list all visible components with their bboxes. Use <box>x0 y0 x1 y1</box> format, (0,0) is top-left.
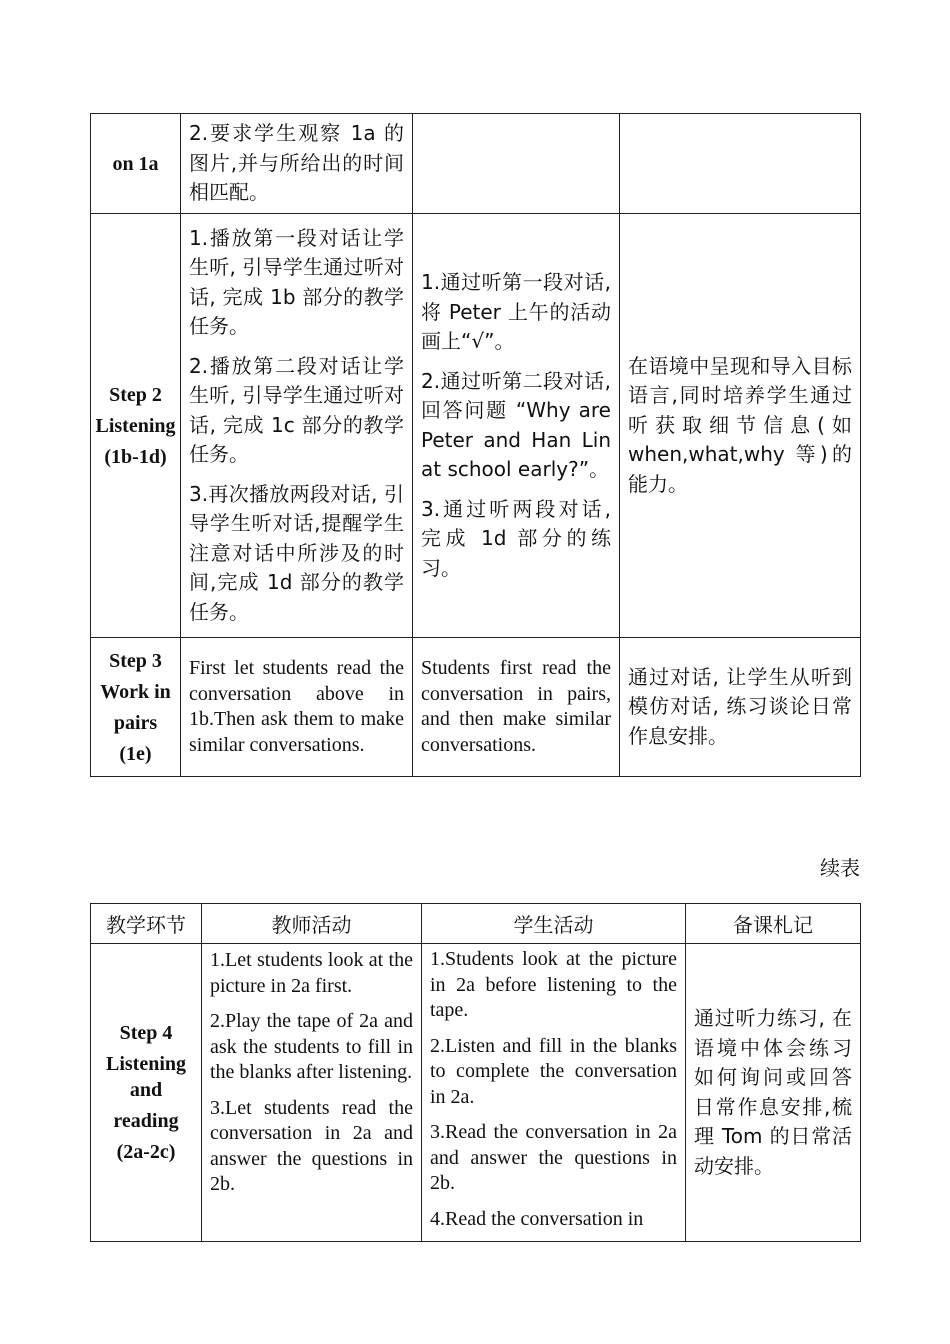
student-activity-text: 1.通过听第一段对话,将 Peter 上午的活动画上“√”。 <box>421 270 611 353</box>
lesson-plan-table-1 <box>90 113 861 777</box>
table-row <box>91 944 861 1242</box>
student-activity-cell <box>422 944 686 1242</box>
step-label: Step 2 <box>109 383 162 406</box>
teacher-activity-cell <box>181 638 413 777</box>
student-activity-cell <box>413 214 620 638</box>
step-label: Step 3 <box>109 649 162 672</box>
student-activity-clip <box>430 947 677 1239</box>
teacher-activity-text: 2.要求学生观察 1a 的图片,并与所给出的时间相匹配。 <box>189 121 404 205</box>
table-row <box>91 114 861 214</box>
step-label: reading <box>113 1110 179 1132</box>
student-activity-text: 3.Read the conversation in 2a and answer the questions in 2b. <box>430 1121 677 1194</box>
student-activity-text: Students first read the conversation in pairs, and then make similar conversations. <box>421 657 611 756</box>
table-row <box>91 214 861 638</box>
step-label: (1b-1d) <box>104 445 167 468</box>
notes-cell <box>620 214 861 638</box>
step-label: on 1a <box>112 152 159 175</box>
student-activity-text: 3.通过听两段对话, 完成 1d 部分的练习。 <box>421 496 611 580</box>
student-activity-text: 1.Students look at the picture in 2a before listening to the tape. <box>430 948 677 1021</box>
teacher-activity-cell <box>181 114 413 214</box>
student-activity-cell <box>413 114 620 214</box>
notes-text: 通过听力练习, 在语境中体会练习如何询问或回答日常作息安排,梳理 Tom 的日常活动安排。 <box>694 1006 852 1178</box>
step-label: and <box>129 1079 163 1101</box>
step-label: (2a-2c) <box>116 1141 176 1163</box>
teacher-activity-text: 1.Let students look at the picture in 2a first. <box>210 949 413 997</box>
step-cell <box>91 944 202 1242</box>
notes-cell <box>620 638 861 777</box>
notes-text: 通过对话, 让学生从听到模仿对话, 练习谈论日常作息安排。 <box>628 664 852 748</box>
teacher-activity-text: 2.Play the tape of 2a and ask the students to fill in the blanks after listening. <box>210 1010 413 1083</box>
notes-text: 在语境中呈现和导入目标语言,同时培养学生通过听获取细节信息(如 when,what,why 等)的能力。 <box>628 353 852 496</box>
lesson-plan-table-2 <box>90 903 861 1242</box>
continued-label: 续表 <box>820 856 860 880</box>
step-cell <box>91 114 181 214</box>
teacher-activity-text: 1.播放第一段对话让学生听, 引导学生通过听对话, 完成 1b 部分的教学任务。 <box>189 225 404 339</box>
teacher-activity-text: 2.播放第二段对话让学生听, 引导学生通过听对话, 完成 1c 部分的教学任务。 <box>189 353 404 467</box>
step-cell <box>91 214 181 638</box>
table-header-row <box>91 904 861 944</box>
teacher-activity-cell <box>202 944 422 1242</box>
student-activity-text: 2.Listen and fill in the blanks to complete the conversation in 2a. <box>430 1034 677 1108</box>
step-label: Step 4 <box>119 1022 173 1044</box>
table-row <box>91 638 861 777</box>
student-activity-text: 4.Read the conversation in <box>430 1207 644 1230</box>
step-label: pairs <box>113 711 158 734</box>
step-label: Listening <box>95 414 176 437</box>
notes-cell <box>620 114 861 214</box>
step-cell <box>91 638 181 777</box>
step-label: Work in <box>100 680 171 703</box>
header-step: 教学环节 <box>91 904 202 944</box>
teacher-activity-text: 3.Let students read the conversation in 2a and answer the questions in 2b. <box>210 1096 413 1195</box>
header-teacher-activity: 教师活动 <box>202 904 422 944</box>
notes-cell <box>686 944 861 1242</box>
student-activity-text: 2.通过听第二段对话,回答问题 “Why are Peter and Han Lin at school early?”。 <box>421 368 611 481</box>
step-label: (1e) <box>119 742 152 765</box>
header-student-activity: 学生活动 <box>422 904 686 944</box>
teacher-activity-text: 3.再次播放两段对话, 引导学生听对话,提醒学生注意对话中所涉及的时间,完成 1d 部分的教学任务。 <box>189 481 404 624</box>
header-notes: 备课札记 <box>686 904 861 944</box>
teacher-activity-text: First let students read the conversation above in 1b.Then ask them to make similar conversations. <box>189 657 404 756</box>
step-label: Listening <box>105 1053 187 1075</box>
teacher-activity-cell <box>181 214 413 638</box>
student-activity-cell <box>413 638 620 777</box>
